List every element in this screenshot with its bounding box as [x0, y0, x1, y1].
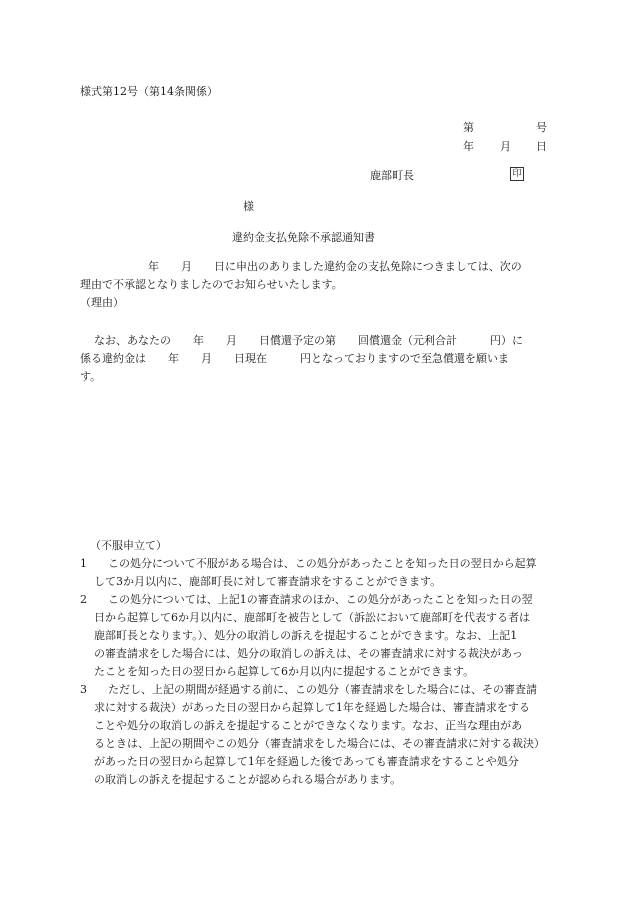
form-label: 様式第12号（第14条関係） [80, 85, 218, 98]
item-line: の審査請求をした場合には、処分の取消しの訴えは、その審査請求に対する裁決があっ [94, 647, 523, 660]
appeal-list [80, 555, 550, 789]
reason-label: （理由） [80, 296, 124, 309]
number-prefix: 第 [463, 121, 474, 134]
item-line: があった日の翌日から起算して1年を経過した後であっても審査請求をすることや処分 [94, 755, 519, 768]
date-year: 年 [463, 140, 474, 153]
item-line: ことや処分の取消しの訴えを提起することができなくなります。なお、正当な理由があ [94, 719, 523, 732]
notice-line-1: 年 月 日に申出のありました違約金の支払免除につきましては、次の [148, 260, 522, 273]
item-number: 2 [80, 593, 87, 606]
appeal-item [80, 591, 550, 681]
date-month: 月 [500, 140, 511, 153]
item-line: 日から起算して6か月以内に、鹿部町を被告として（訴訟において鹿部町を代表する者は [94, 611, 530, 624]
item-number: 1 [80, 557, 87, 570]
number-suffix: 号 [536, 121, 547, 134]
item-number: 3 [80, 683, 87, 696]
date-day: 日 [536, 140, 547, 153]
repay-line-1: なお、あなたの 年 月 日償還予定の第 回償還金（元利合計 円）に [94, 334, 523, 347]
item-line: 求に対する裁決）があった日の翌日から起算して1年を経過した場合は、審査請求をする [94, 701, 530, 714]
addressee-suffix: 様 [243, 200, 254, 213]
item-line: この処分については、上記1の審査請求のほか、この処分があったことを知った日の翌 [108, 593, 533, 606]
item-line: して3か月以内に、鹿部町長に対して審査請求をすることができます。 [94, 575, 442, 588]
appeal-heading: （不服申立て） [90, 539, 167, 552]
item-line: るときは、上記の期間やこの処分（審査請求をした場合には、その審査請求に対する裁決） [94, 737, 545, 750]
seal-mark: 印 [510, 167, 524, 181]
appeal-item [80, 555, 550, 591]
repay-line-3: す。 [80, 370, 102, 383]
item-line: の取消しの訴えを提起することが認められる場合があります。 [94, 773, 402, 786]
repay-line-2: 係る違約金は 年 月 日現在 円となっておりますので至急償還を願いま [80, 352, 509, 365]
item-line: この処分について不服がある場合は、この処分があったことを知った日の翌日から起算 [108, 557, 537, 570]
item-line: たことを知った日の翌日から起算して6か月以内に提起することができます。 [94, 665, 475, 678]
document-title: 違約金支払免除不承認通知書 [232, 231, 375, 244]
issuer-title: 鹿部町長 [370, 169, 414, 182]
item-line: 鹿部町長となります。）、処分の取消しの訴えを提起することができます。なお、上記1 [94, 629, 518, 642]
item-line: ただし、上記の期間が経過する前に、この処分（審査請求をした場合には、その審査請 [108, 683, 537, 696]
notice-line-2: 理由で不承認となりましたのでお知らせいたします。 [80, 278, 343, 291]
appeal-item [80, 681, 550, 789]
